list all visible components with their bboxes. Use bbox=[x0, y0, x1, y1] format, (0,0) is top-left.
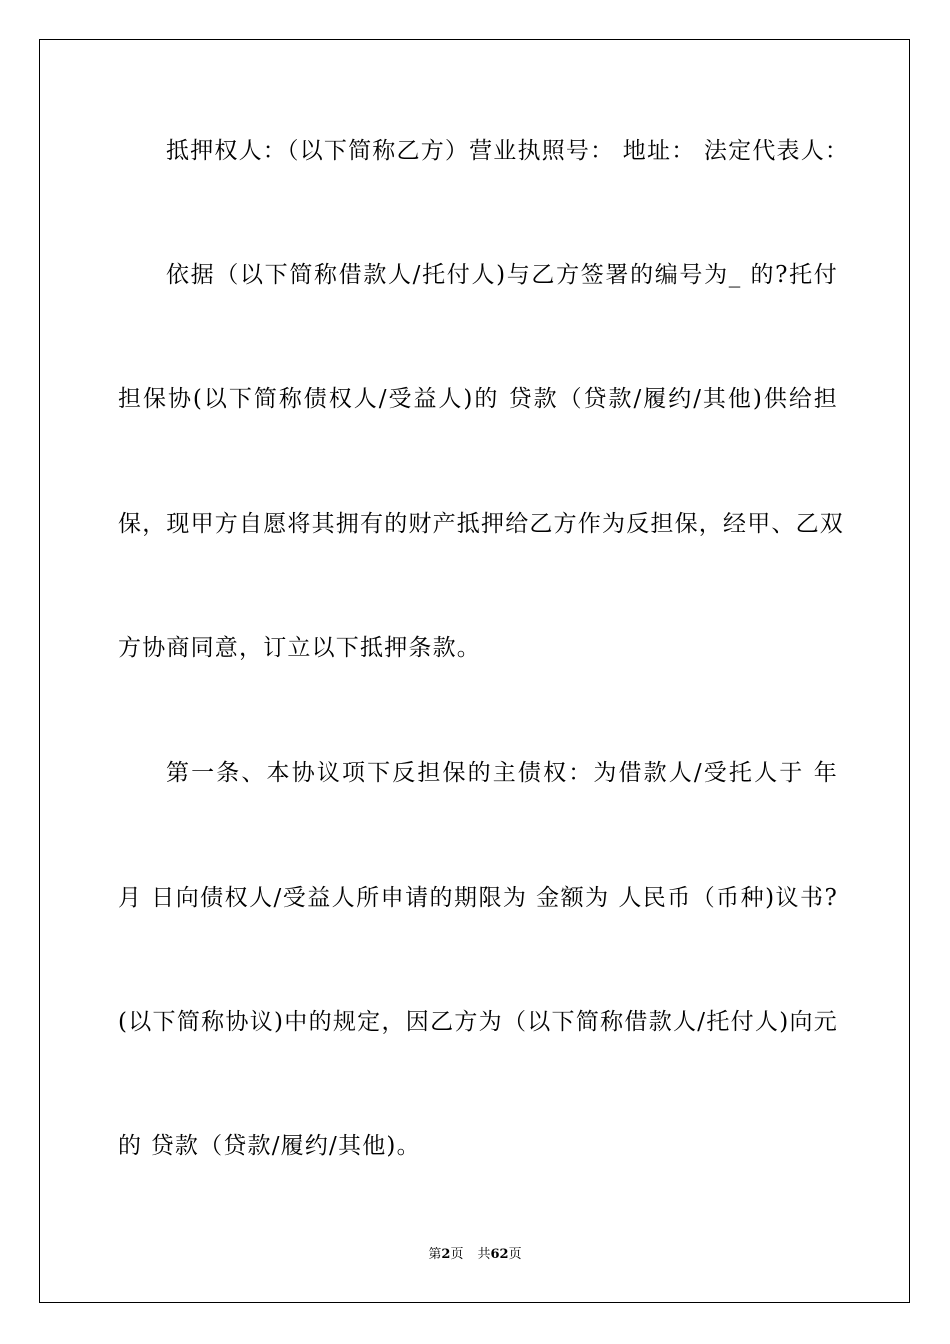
paragraph-line-9: 的 贷款（贷款/履约/其他)。 bbox=[118, 1133, 421, 1159]
paragraph-line-2: 依据（以下简称借款人/托付人)与乙方签署的编号为_ 的?托付 bbox=[166, 262, 838, 288]
footer-total-pages: 62 bbox=[490, 1247, 509, 1262]
footer-page-prefix: 第 bbox=[428, 1247, 442, 1262]
paragraph-line-3: 担保协(以下简称债权人/受益人)的 贷款（贷款/履约/其他)供给担 bbox=[118, 386, 838, 412]
paragraph-line-8: (以下简称协议)中的规定，因乙方为（以下简称借款人/托付人)向元 bbox=[118, 1009, 838, 1035]
page-border bbox=[39, 39, 910, 1303]
footer-page-number: 2 bbox=[441, 1247, 451, 1262]
paragraph-line-1: 抵押权人：（以下简称乙方）营业执照号： 地址： 法定代表人： bbox=[166, 138, 850, 164]
paragraph-line-4: 保，现甲方自愿将其拥有的财产抵押给乙方作为反担保，经甲、乙双 bbox=[118, 511, 844, 537]
paragraph-line-6: 第一条、本协议项下反担保的主债权：为借款人/受托人于 年 bbox=[166, 760, 838, 786]
footer-page-suffix: 页 bbox=[450, 1247, 464, 1262]
paragraph-line-5: 方协商同意，订立以下抵押条款。 bbox=[118, 635, 481, 661]
page-footer bbox=[0, 1247, 950, 1263]
footer-total-suffix: 页 bbox=[508, 1247, 522, 1262]
footer-total-prefix: 共 bbox=[477, 1247, 491, 1262]
paragraph-line-7: 月 日向债权人/受益人所申请的期限为 金额为 人民币（币种)议书? bbox=[118, 885, 838, 911]
